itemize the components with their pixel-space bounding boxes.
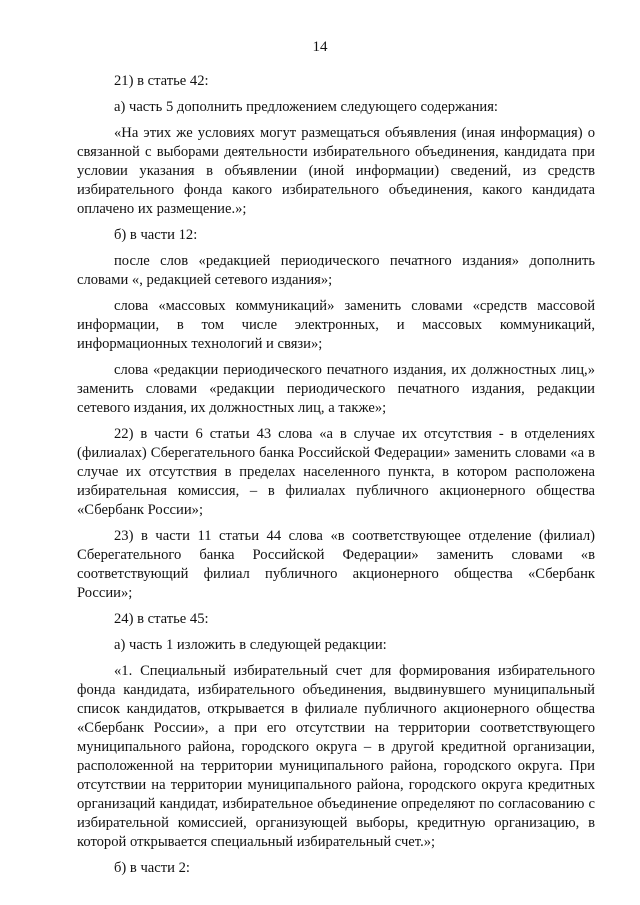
- paragraph-mass-communications: слова «массовых коммуникаций» заменить словами «средств массовой информации, в том числе электронных, и массовых коммуникаций, информационных технологий и связи»;: [77, 298, 595, 352]
- paragraph-editorial-officials: слова «редакции периодического печатного издания, их должностных лиц,» заменить словами «редакции периодического печатного издания, редакции сетевого издания, их должностных лиц, а также»;: [77, 362, 595, 416]
- paragraph-special-account: «1. Специальный избирательный счет для формирования избирательного фонда кандидата, избирательного объединения, выдвинувшего муниципальный список кандидатов, открывается в филиале публичного акционерного общества «Сбербанк России», а при его отсутствии на территории соответствующего муниципального района, городского округа – в другой кредитной организации, расположенной на территории муниципального района, городского округа. При отсутствии на территории муниципального района, городского округа кредитных организаций кандидат, избирательное объединение определяют по согласованию с избирательной комиссией, организующей выборы, кредитную организацию, в которой открывается специальный избирательный счет.»;: [77, 663, 595, 850]
- paragraph-subitem-a-part-5: а) часть 5 дополнить предложением следующего содержания:: [114, 99, 498, 115]
- paragraph-item-23: 23) в части 11 статьи 44 слова «в соответствующее отделение (филиал) Сберегательного банка Российской Федерации» заменить словами «в соответствующий филиал публичного акционерного общества «Сбербанк России»;: [77, 528, 595, 601]
- paragraph-item-24: 24) в статье 45:: [114, 611, 209, 627]
- paragraph-quote-announcements: «На этих же условиях могут размещаться объявления (иная информация) о связанной с выборами деятельности избирательного объединения, кандидата при условии указания в объявлении (иной информации) сведений, из средств избирательного фонда какого избирательного объединения, какого кандидата оплачено их размещение.»;: [77, 125, 595, 217]
- paragraph-subitem-a-part-1: а) часть 1 изложить в следующей редакции:: [114, 637, 387, 653]
- page-number: 14: [312, 39, 328, 55]
- paragraph-subitem-b-part-2: б) в части 2:: [114, 860, 190, 876]
- paragraph-item-22: 22) в части 6 статьи 43 слова «а в случае их отсутствия - в отделениях (филиалах) Сберегательного банка Российской Федерации» заменить словами «а в случае их отсутствия в пределах населенного пункта, в котором расположена избирательная комиссия, – в филиалах публичного акционерного общества «Сбербанк России»;: [77, 426, 595, 518]
- document-body: [77, 72, 595, 885]
- paragraph-subitem-b-part-12: б) в части 12:: [114, 227, 198, 243]
- paragraph-item-21: 21) в статье 42:: [114, 73, 209, 89]
- paragraph-after-words: после слов «редакцией периодического печатного издания» дополнить словами «, редакцией сетевого издания»;: [77, 253, 595, 288]
